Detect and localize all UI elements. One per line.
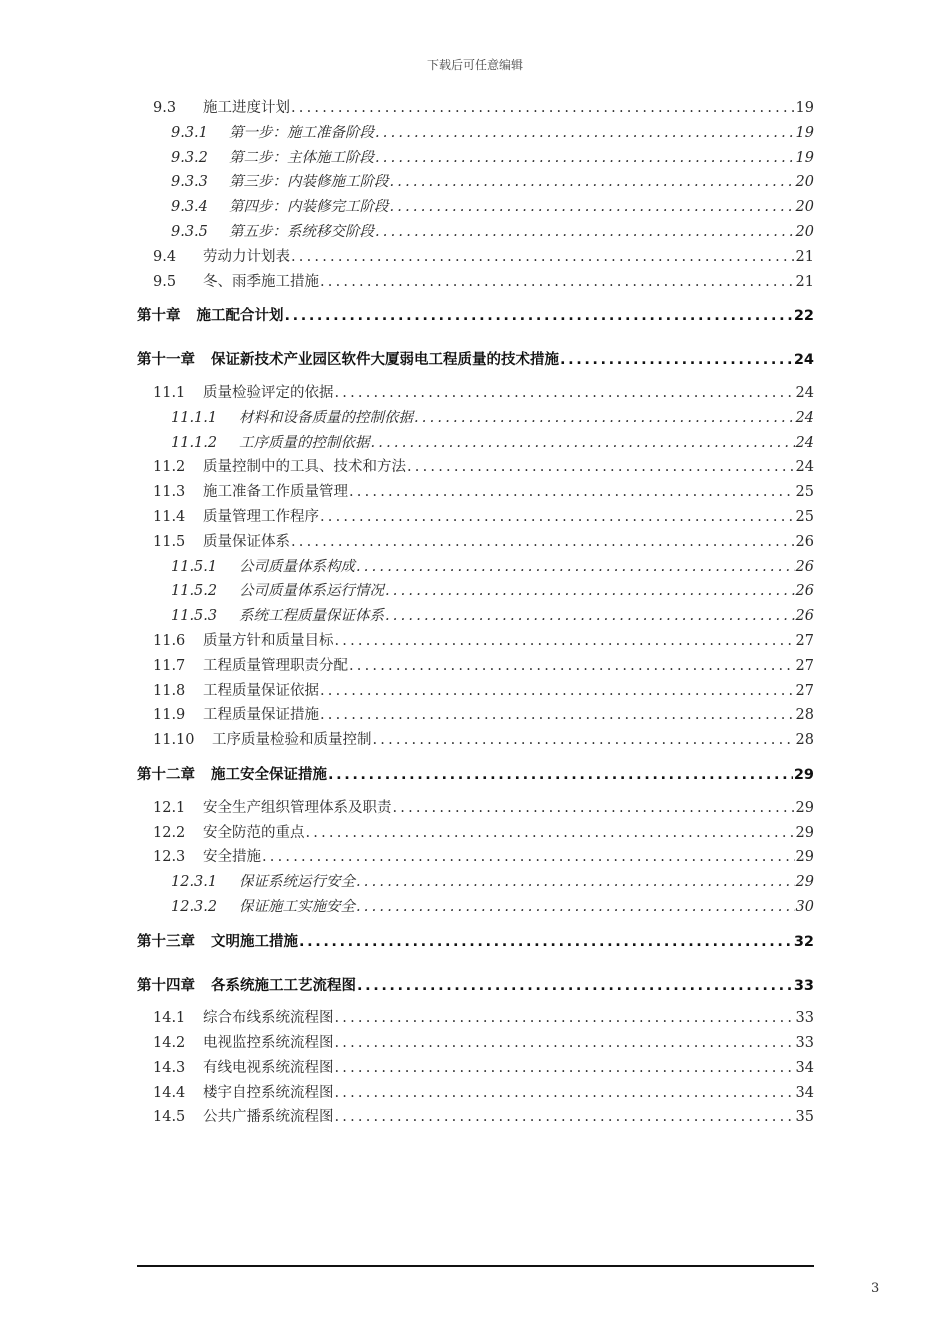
toc-entry-text: 劳动力计划表	[203, 248, 290, 265]
toc-entry[interactable]	[137, 763, 814, 788]
toc-entry-number: 11.1	[153, 384, 186, 401]
dot-leader	[285, 304, 793, 329]
dot-leader	[349, 480, 795, 505]
toc-entry-text: 工序质量的控制依据	[239, 434, 370, 451]
toc-entry-text: 电视监控系统流程图	[203, 1035, 334, 1052]
toc-entry-text: 第二步：主体施工阶段	[229, 149, 374, 166]
toc-entry-number: 9.3.5	[171, 223, 208, 240]
toc-entry-page: 19	[795, 124, 814, 141]
dot-leader	[385, 604, 795, 629]
toc-entry-text: 系统工程质量保证体系	[239, 608, 384, 625]
toc-entry-page: 24	[795, 384, 814, 401]
toc-entry-text: 公司质量体系运行情况	[239, 583, 384, 600]
toc-entry[interactable]	[137, 146, 814, 171]
toc-entry-page: 34	[795, 1084, 814, 1101]
toc-entry-text: 质量控制中的工具、技术和方法	[203, 459, 406, 476]
toc-entry-number: 第十四章	[137, 977, 195, 994]
dot-leader	[356, 870, 795, 895]
toc-entry[interactable]	[137, 629, 814, 654]
toc-entry[interactable]	[137, 1056, 814, 1081]
toc-entry-title	[153, 1006, 334, 1031]
toc-entry[interactable]	[137, 245, 814, 270]
toc-entry-number: 9.3.2	[171, 149, 208, 166]
toc-entry-title	[153, 728, 372, 753]
page-number: 3	[871, 1281, 880, 1296]
toc-entry-title	[153, 679, 319, 704]
toc-entry-text: 材料和设备质量的控制依据	[239, 409, 413, 426]
dot-leader	[291, 530, 795, 555]
dot-leader	[262, 845, 795, 870]
toc-entry-text: 安全措施	[203, 849, 261, 866]
toc-entry-number: 第十二章	[137, 766, 195, 783]
toc-entry-number: 11.7	[153, 657, 186, 674]
dot-leader	[320, 703, 795, 728]
toc-entry-title	[153, 654, 348, 679]
toc-entry-page: 29	[795, 874, 814, 891]
toc-entry-page: 21	[795, 248, 814, 265]
toc-entry[interactable]	[137, 220, 814, 245]
toc-entry-page: 24	[795, 434, 814, 451]
dot-leader	[390, 170, 795, 195]
toc-entry-page: 21	[795, 273, 814, 290]
toc-entry-page: 20	[795, 174, 814, 191]
toc-entry-number: 11.3	[153, 484, 186, 501]
toc-entry[interactable]	[137, 930, 814, 955]
toc-entry[interactable]	[137, 455, 814, 480]
toc-entry-page: 24	[793, 352, 814, 369]
toc-entry-number: 第十一章	[137, 352, 195, 369]
dot-leader	[373, 728, 795, 753]
toc-entry-number: 9.3.3	[171, 174, 208, 191]
toc-entry-page: 25	[795, 508, 814, 525]
dot-leader	[320, 270, 795, 295]
toc-entry-page: 27	[795, 632, 814, 649]
toc-entry-title	[171, 555, 355, 580]
toc-entry[interactable]	[137, 654, 814, 679]
toc-entry-text: 公司质量体系构成	[239, 558, 355, 575]
toc-entry-title	[153, 821, 305, 846]
toc-entry-page: 33	[795, 1010, 814, 1027]
dot-leader	[291, 245, 795, 270]
dot-leader	[371, 431, 795, 456]
toc-entry-number: 12.2	[153, 824, 186, 841]
dot-leader	[356, 555, 795, 580]
toc-entry-page: 24	[795, 459, 814, 476]
toc-entry-page: 29	[795, 849, 814, 866]
toc-entry-page: 19	[795, 149, 814, 166]
dot-leader	[407, 455, 795, 480]
toc-entry-text: 工程质量管理职责分配	[203, 657, 348, 674]
toc-entry-page: 24	[795, 409, 814, 426]
dot-leader	[335, 1031, 795, 1056]
toc-entry-title	[153, 381, 334, 406]
dot-leader	[414, 406, 795, 431]
toc-entry-title	[171, 579, 384, 604]
toc-entry-page: 26	[795, 533, 814, 550]
dot-leader	[356, 895, 795, 920]
toc-entry-text: 施工安全保证措施	[211, 766, 327, 783]
dot-leader	[335, 629, 795, 654]
toc-entry[interactable]	[137, 431, 814, 456]
toc-entry[interactable]	[137, 579, 814, 604]
toc-entry-text: 施工进度计划	[203, 100, 290, 116]
toc-entry-text: 质量管理工作程序	[203, 508, 319, 525]
toc-entry-title	[171, 604, 384, 629]
toc-entry-title	[137, 974, 356, 999]
toc-entry-page: 19	[795, 100, 814, 116]
toc-entry-title	[153, 480, 348, 505]
toc-entry-text: 第四步：内装修完工阶段	[229, 199, 389, 216]
dot-leader	[335, 381, 795, 406]
toc-entry-text: 工程质量保证依据	[203, 682, 319, 699]
toc-entry-title	[153, 270, 319, 295]
toc-entry-title	[153, 505, 319, 530]
toc-entry[interactable]	[137, 974, 814, 999]
toc-entry-number: 14.1	[153, 1010, 186, 1027]
toc-entry-title	[171, 431, 370, 456]
dot-leader	[375, 220, 795, 245]
toc-entry-page: 20	[795, 199, 814, 216]
toc-entry[interactable]	[137, 895, 814, 920]
dot-leader	[328, 763, 793, 788]
dot-leader	[390, 195, 795, 220]
toc-entry-text: 楼宇自控系统流程图	[203, 1084, 334, 1101]
dot-leader	[335, 1006, 795, 1031]
toc-entry-title	[153, 629, 334, 654]
toc-entry-title	[153, 530, 290, 555]
toc-entry-text: 工序质量检验和质量控制	[212, 732, 372, 749]
toc-entry-page: 29	[793, 766, 814, 783]
toc-entry-title	[137, 304, 284, 329]
toc-entry[interactable]	[137, 1081, 814, 1106]
dot-leader	[335, 1056, 795, 1081]
toc-entry-text: 各系统施工工艺流程图	[211, 977, 356, 994]
toc-entry-page: 29	[795, 799, 814, 816]
toc-entry[interactable]	[137, 845, 814, 870]
toc-entry-title	[171, 170, 389, 195]
toc-entry-page: 26	[795, 558, 814, 575]
toc-entry-number: 14.5	[153, 1109, 186, 1126]
toc-entry-title	[153, 703, 319, 728]
table-of-contents	[137, 96, 814, 1130]
toc-entry[interactable]	[137, 348, 814, 373]
toc-entry-number: 14.3	[153, 1059, 186, 1076]
toc-entry-page: 22	[793, 308, 814, 325]
dot-leader	[375, 146, 795, 171]
toc-entry-title	[153, 455, 406, 480]
toc-entry-title	[153, 1105, 334, 1130]
page-header: 下载后可任意编辑	[426, 58, 523, 72]
toc-entry-number: 11.5.2	[171, 583, 218, 600]
toc-entry-text: 冬、雨季施工措施	[203, 273, 319, 290]
toc-entry[interactable]	[137, 796, 814, 821]
toc-entry-number: 11.2	[153, 459, 186, 476]
toc-entry-text: 质量方针和质量目标	[203, 632, 334, 649]
toc-entry-number: 12.3.2	[171, 898, 218, 915]
toc-entry-page: 35	[795, 1109, 814, 1126]
toc-entry-page: 26	[795, 583, 814, 600]
toc-entry-text: 第三步：内装修施工阶段	[229, 174, 389, 191]
toc-entry-number: 11.5	[153, 533, 186, 550]
dot-leader	[335, 1081, 795, 1106]
toc-entry-text: 保证施工实施安全	[239, 898, 355, 915]
toc-entry-number: 14.4	[153, 1084, 186, 1101]
toc-entry-title	[153, 796, 392, 821]
toc-entry-page: 20	[795, 223, 814, 240]
toc-entry-text: 质量保证体系	[203, 533, 290, 550]
toc-entry-page: 27	[795, 657, 814, 674]
toc-entry-number: 9.3.1	[171, 124, 208, 141]
toc-entry-title	[153, 1081, 334, 1106]
toc-entry-text: 工程质量保证措施	[203, 707, 319, 724]
toc-entry-text: 文明施工措施	[211, 933, 298, 950]
toc-entry[interactable]	[137, 1006, 814, 1031]
toc-entry-number: 第十三章	[137, 933, 195, 950]
toc-entry-number: 12.3	[153, 849, 186, 866]
toc-entry-title	[153, 96, 290, 121]
toc-entry[interactable]	[137, 505, 814, 530]
toc-entry-text: 施工配合计划	[196, 308, 284, 325]
toc-entry-text: 保证系统运行安全	[239, 874, 355, 891]
toc-entry-text: 第一步：施工准备阶段	[229, 124, 374, 141]
toc-entry-number: 11.9	[153, 707, 186, 724]
toc-entry-page: 28	[795, 707, 814, 724]
toc-entry-number: 11.1.1	[171, 409, 218, 426]
toc-entry[interactable]	[137, 604, 814, 629]
toc-entry-number: 12.3.1	[171, 874, 218, 891]
toc-entry-text: 公共广播系统流程图	[203, 1109, 334, 1126]
toc-entry[interactable]	[137, 480, 814, 505]
toc-entry[interactable]	[137, 381, 814, 406]
toc-entry-text: 综合布线系统流程图	[203, 1010, 334, 1027]
toc-entry[interactable]	[137, 728, 814, 753]
dot-leader	[357, 974, 793, 999]
toc-entry[interactable]	[137, 304, 814, 329]
toc-entry[interactable]	[137, 270, 814, 295]
dot-leader	[320, 505, 795, 530]
toc-entry-number: 11.5.1	[171, 558, 218, 575]
toc-entry-title	[171, 406, 413, 431]
toc-entry-title	[137, 763, 327, 788]
toc-entry[interactable]	[137, 170, 814, 195]
toc-entry-page: 26	[795, 608, 814, 625]
dot-leader	[299, 930, 793, 955]
toc-entry-number: 11.10	[153, 732, 195, 749]
toc-entry-title	[137, 930, 298, 955]
dot-leader	[291, 96, 795, 121]
toc-entry-title	[171, 195, 389, 220]
toc-entry-title	[171, 895, 355, 920]
toc-entry-number: 11.5.3	[171, 608, 218, 625]
toc-entry-number: 11.6	[153, 632, 186, 649]
toc-entry-title	[153, 845, 261, 870]
toc-entry-number: 第十章	[137, 308, 181, 325]
toc-entry-page: 29	[795, 824, 814, 841]
toc-entry-text: 安全生产组织管理体系及职责	[203, 799, 392, 816]
toc-entry[interactable]	[137, 530, 814, 555]
toc-entry-number: 9.3	[153, 100, 177, 116]
toc-entry-text: 质量检验评定的依据	[203, 384, 334, 401]
dot-leader	[320, 679, 795, 704]
dot-leader	[349, 654, 795, 679]
toc-entry[interactable]	[137, 555, 814, 580]
toc-entry-title	[171, 870, 355, 895]
toc-entry[interactable]	[137, 121, 814, 146]
toc-entry-page: 25	[795, 484, 814, 501]
dot-leader	[560, 348, 793, 373]
toc-entry-number: 12.1	[153, 799, 186, 816]
toc-entry-page: 34	[795, 1059, 814, 1076]
toc-entry[interactable]	[137, 1031, 814, 1056]
toc-entry[interactable]	[137, 870, 814, 895]
toc-entry-number: 11.1.2	[171, 434, 218, 451]
toc-entry-page: 27	[795, 682, 814, 699]
toc-entry-text: 施工准备工作质量管理	[203, 484, 348, 501]
toc-entry[interactable]	[137, 679, 814, 704]
toc-entry-title	[153, 1056, 334, 1081]
toc-entry-title	[171, 220, 374, 245]
toc-entry[interactable]	[137, 1105, 814, 1130]
toc-entry-number: 9.4	[153, 248, 177, 265]
toc-entry[interactable]	[137, 821, 814, 846]
toc-entry-title	[137, 348, 559, 373]
toc-entry-number: 11.4	[153, 508, 186, 525]
toc-entry-page: 28	[795, 732, 814, 749]
toc-entry-title	[153, 1031, 334, 1056]
toc-entry-number: 9.5	[153, 273, 177, 290]
toc-entry-number: 11.8	[153, 682, 186, 699]
toc-entry-page: 33	[793, 977, 814, 994]
dot-leader	[335, 1105, 795, 1130]
dot-leader	[393, 796, 795, 821]
toc-entry-title	[171, 121, 374, 146]
toc-entry[interactable]	[137, 195, 814, 220]
toc-entry-number: 9.3.4	[171, 199, 208, 216]
dot-leader	[385, 579, 795, 604]
toc-entry-text: 保证新技术产业园区软件大厦弱电工程质量的技术措施	[211, 352, 559, 369]
toc-entry[interactable]	[137, 703, 814, 728]
dot-leader	[306, 821, 795, 846]
toc-entry[interactable]	[137, 406, 814, 431]
toc-entry-page: 33	[795, 1035, 814, 1052]
footer-rule	[137, 1265, 814, 1267]
toc-entry[interactable]	[137, 96, 814, 121]
toc-entry-page: 30	[795, 898, 814, 915]
toc-entry-title	[171, 146, 374, 171]
toc-entry-number: 14.2	[153, 1035, 186, 1052]
toc-entry-text: 有线电视系统流程图	[203, 1059, 334, 1076]
toc-entry-text: 安全防范的重点	[203, 824, 305, 841]
dot-leader	[375, 121, 795, 146]
toc-entry-page: 32	[793, 933, 814, 950]
toc-entry-title	[153, 245, 290, 270]
toc-entry-text: 第五步：系统移交阶段	[229, 223, 374, 240]
